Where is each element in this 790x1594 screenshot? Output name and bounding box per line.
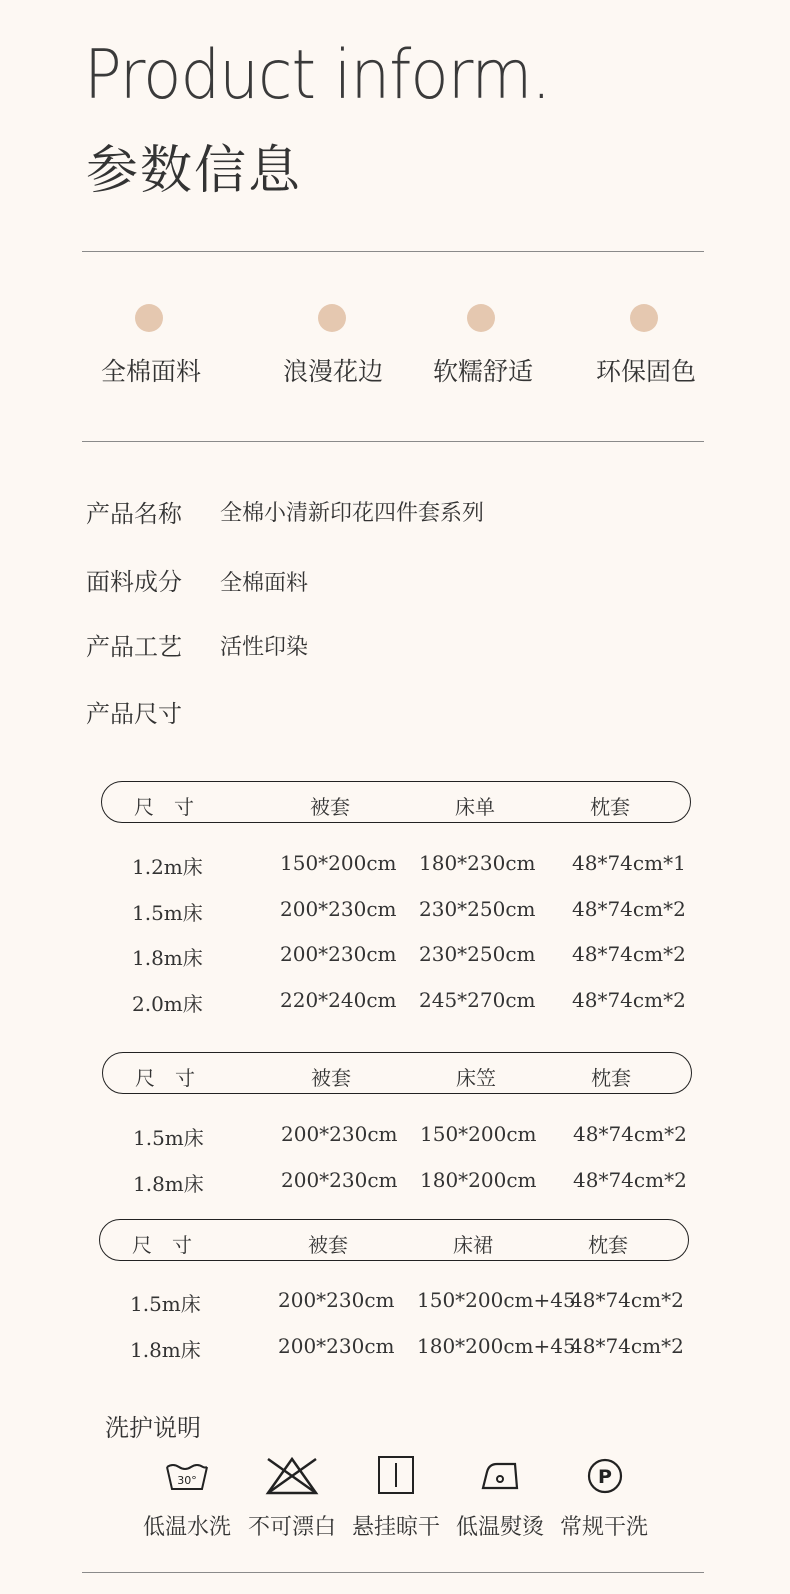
table-cell: 230*250cm bbox=[419, 942, 536, 966]
table-cell: 200*230cm bbox=[280, 897, 397, 921]
feature-dot-icon bbox=[135, 304, 163, 332]
table-header-cell: 床单 bbox=[455, 795, 495, 819]
table-cell: 150*200cm bbox=[280, 851, 397, 875]
table-cell: 48*74cm*2 bbox=[570, 1288, 684, 1312]
table-cell: 200*230cm bbox=[278, 1288, 395, 1312]
table-cell: 200*230cm bbox=[281, 1168, 398, 1192]
table-cell: 1.8m床 bbox=[132, 946, 203, 970]
spec-val-name: 全棉小清新印花四件套系列 bbox=[220, 501, 485, 526]
feature-label: 软糯舒适 bbox=[433, 357, 534, 386]
page-title-cn: 参数信息 bbox=[86, 141, 303, 201]
no-bleach-icon bbox=[264, 1455, 320, 1497]
table-cell: 48*74cm*2 bbox=[573, 1168, 687, 1192]
table-header-cell: 枕套 bbox=[591, 1066, 631, 1090]
table-header-cell: 被套 bbox=[308, 1233, 348, 1257]
table-cell: 220*240cm bbox=[280, 988, 397, 1012]
table-cell: 48*74cm*1 bbox=[572, 851, 686, 875]
table-cell: 48*74cm*2 bbox=[573, 1122, 687, 1146]
table-header-cell: 尺 寸 bbox=[132, 1233, 192, 1257]
spec-key-fabric: 面料成分 bbox=[86, 568, 182, 596]
care-label: 悬挂晾干 bbox=[352, 1515, 441, 1540]
table-cell: 2.0m床 bbox=[132, 992, 203, 1016]
table-cell: 1.8m床 bbox=[133, 1172, 204, 1196]
spec-key-craft: 产品工艺 bbox=[86, 633, 182, 661]
feature-label: 浪漫花边 bbox=[283, 357, 384, 386]
spec-val-craft: 活性印染 bbox=[220, 635, 309, 660]
table-cell: 200*230cm bbox=[280, 942, 397, 966]
table-header-cell: 尺 寸 bbox=[134, 795, 194, 819]
table-cell: 48*74cm*2 bbox=[572, 988, 686, 1012]
care-label: 低温熨烫 bbox=[456, 1515, 545, 1540]
hang-dry-icon bbox=[377, 1455, 415, 1495]
divider-top bbox=[82, 251, 704, 252]
table-cell: 200*230cm bbox=[278, 1334, 395, 1358]
divider-bottom bbox=[82, 1572, 704, 1573]
feature-label: 环保固色 bbox=[596, 357, 697, 386]
table-header-cell: 被套 bbox=[311, 1066, 351, 1090]
feature-dot-icon bbox=[467, 304, 495, 332]
table-header-cell: 尺 寸 bbox=[135, 1066, 195, 1090]
care-label: 常规干洗 bbox=[560, 1515, 649, 1540]
feature-dot-icon bbox=[318, 304, 346, 332]
table-cell: 1.8m床 bbox=[130, 1338, 201, 1362]
table-cell: 1.5m床 bbox=[133, 1126, 204, 1150]
table-cell: 48*74cm*2 bbox=[572, 897, 686, 921]
table-header-cell: 床笠 bbox=[456, 1066, 496, 1090]
table-cell: 1.5m床 bbox=[130, 1292, 201, 1316]
table-cell: 180*200cm bbox=[420, 1168, 537, 1192]
table-cell: 180*200cm+45 bbox=[417, 1334, 576, 1358]
table-cell: 230*250cm bbox=[419, 897, 536, 921]
table-cell: 150*200cm+45 bbox=[417, 1288, 576, 1312]
table-header-cell: 被套 bbox=[310, 795, 350, 819]
table-cell: 200*230cm bbox=[281, 1122, 398, 1146]
table-header-cell: 枕套 bbox=[590, 795, 630, 819]
page-title-en: Product inform. bbox=[84, 36, 551, 115]
wash-30-icon bbox=[164, 1459, 210, 1495]
table-cell: 180*230cm bbox=[419, 851, 536, 875]
table-cell: 48*74cm*2 bbox=[570, 1334, 684, 1358]
spec-val-fabric: 全棉面料 bbox=[220, 571, 309, 596]
spec-key-name: 产品名称 bbox=[86, 500, 182, 528]
care-title: 洗护说明 bbox=[105, 1414, 201, 1442]
table-cell: 48*74cm*2 bbox=[572, 942, 686, 966]
table-cell: 245*270cm bbox=[419, 988, 536, 1012]
spec-key-size: 产品尺寸 bbox=[86, 700, 182, 728]
feature-label: 全棉面料 bbox=[101, 357, 202, 386]
dry-clean-letter: P bbox=[598, 1466, 612, 1488]
iron-low-icon bbox=[479, 1458, 521, 1492]
dry-clean-p-icon bbox=[586, 1457, 624, 1495]
care-label: 不可漂白 bbox=[248, 1515, 337, 1540]
table-cell: 150*200cm bbox=[420, 1122, 537, 1146]
wash-temp-label: 30° bbox=[177, 1474, 197, 1487]
table-header-cell: 床裙 bbox=[453, 1233, 493, 1257]
divider-mid bbox=[82, 441, 704, 442]
feature-dot-icon bbox=[630, 304, 658, 332]
care-label: 低温水洗 bbox=[143, 1515, 232, 1540]
table-cell: 1.5m床 bbox=[132, 901, 203, 925]
table-cell: 1.2m床 bbox=[132, 855, 203, 879]
table-header-cell: 枕套 bbox=[588, 1233, 628, 1257]
